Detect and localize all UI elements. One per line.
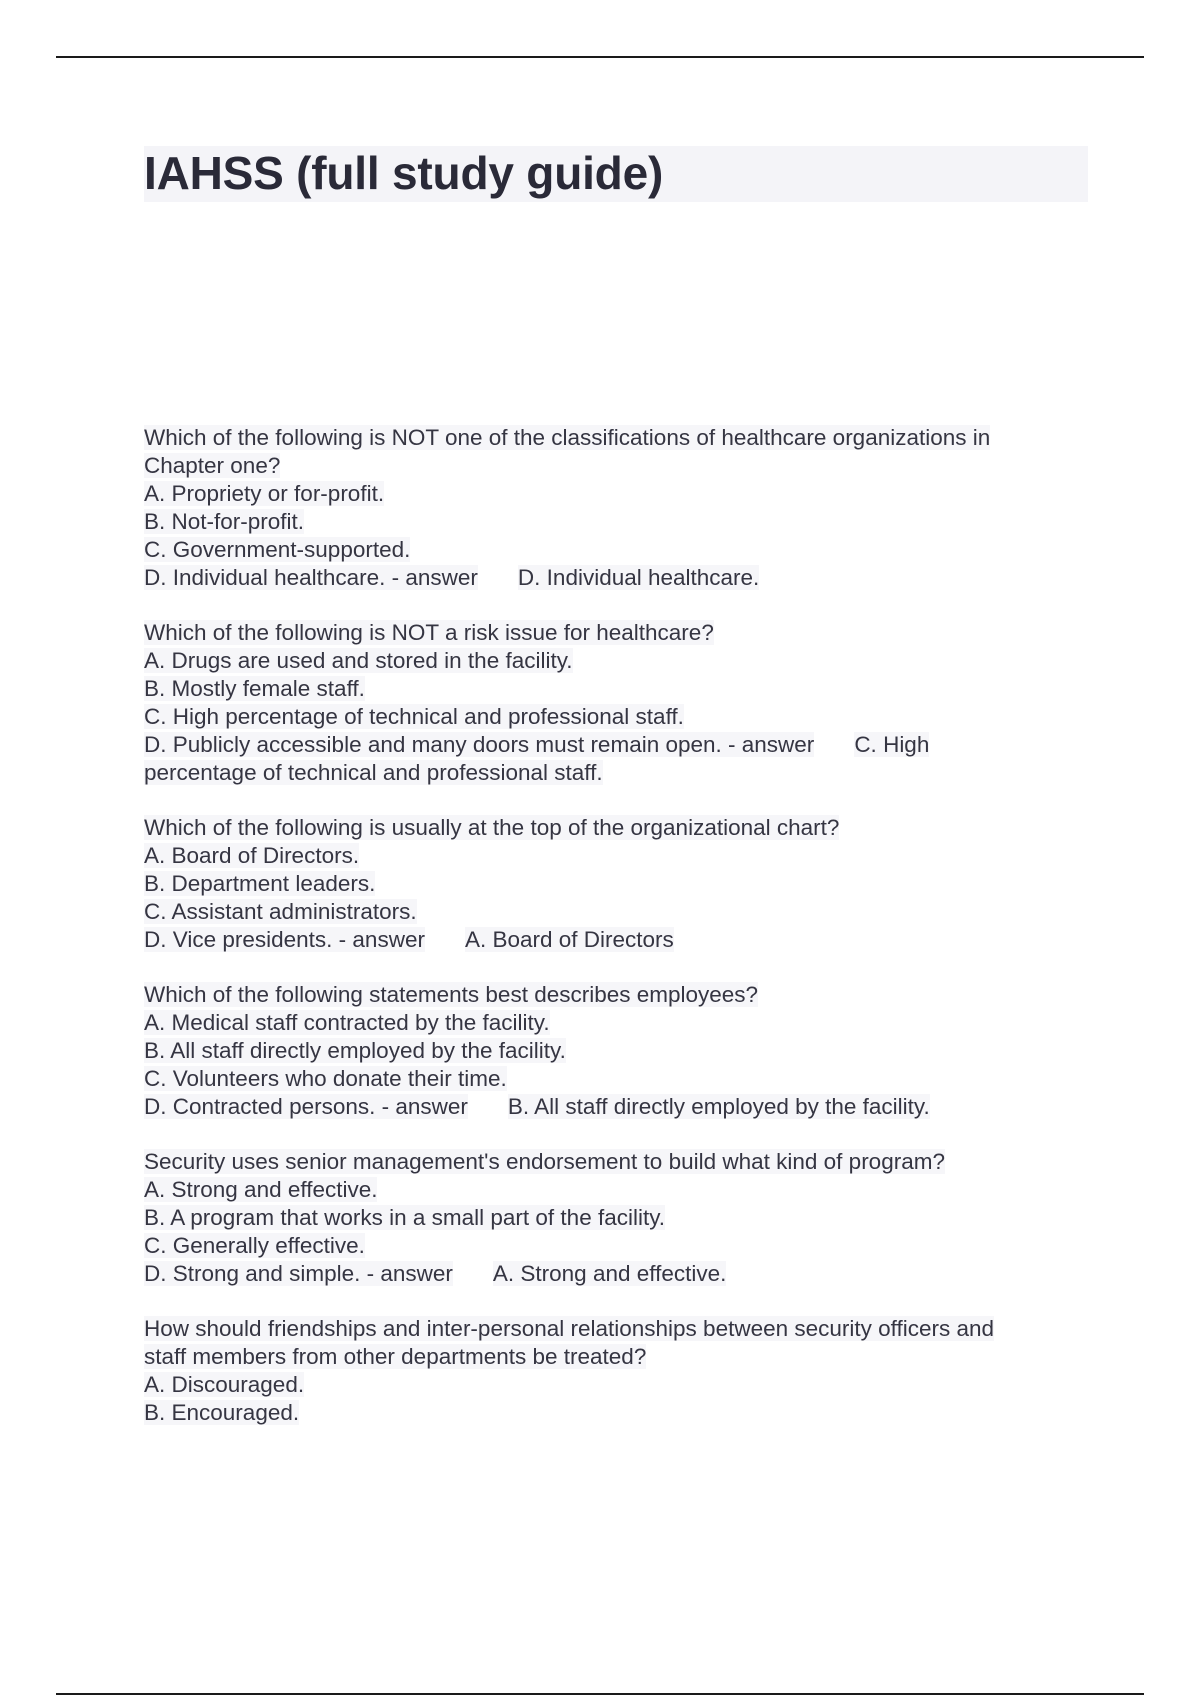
question-block bbox=[144, 1148, 1084, 1288]
option: A. Board of Directors. bbox=[144, 843, 360, 868]
option: A. Propriety or for-profit. bbox=[144, 481, 385, 506]
answer: B. All staff directly employed by the facility. bbox=[507, 1094, 930, 1119]
option: C. Government-supported. bbox=[144, 537, 411, 562]
option: A. Drugs are used and stored in the facility. bbox=[144, 648, 573, 673]
option: B. Mostly female staff. bbox=[144, 676, 365, 701]
question-text: Which of the following is NOT one of the classifications of healthcare organizations in bbox=[144, 425, 991, 450]
option: B. Not-for-profit. bbox=[144, 509, 305, 534]
question-block bbox=[144, 981, 1084, 1121]
answer: D. Individual healthcare. bbox=[517, 565, 760, 590]
question-text: How should friendships and inter-personal relationships between security officers and bbox=[144, 1316, 995, 1341]
option-with-answer: D. Publicly accessible and many doors must remain open. - answer C. High bbox=[144, 732, 930, 757]
question-text: Which of the following is NOT a risk issue for healthcare? bbox=[144, 620, 714, 645]
answer: C. High bbox=[854, 732, 930, 757]
option-with-answer: D. Strong and simple. - answer A. Strong and effective. bbox=[144, 1261, 727, 1286]
option: C. Assistant administrators. bbox=[144, 899, 417, 924]
question-list bbox=[144, 424, 1084, 1454]
answer: A. Strong and effective. bbox=[492, 1261, 727, 1286]
option-with-answer: D. Individual healthcare. - answer D. Individual healthcare. bbox=[144, 565, 760, 590]
question-text: Which of the following statements best describes employees? bbox=[144, 982, 759, 1007]
option: C. Volunteers who donate their time. bbox=[144, 1066, 507, 1091]
question-text: Security uses senior management's endorsement to build what kind of program? bbox=[144, 1149, 945, 1174]
bottom-rule bbox=[56, 1693, 1144, 1695]
answer-continuation: percentage of technical and professional staff. bbox=[144, 760, 603, 785]
top-rule bbox=[56, 56, 1144, 58]
question-text: Chapter one? bbox=[144, 453, 281, 478]
question-block bbox=[144, 814, 1084, 954]
question-text: Which of the following is usually at the top of the organizational chart? bbox=[144, 815, 840, 840]
option: C. Generally effective. bbox=[144, 1233, 365, 1258]
question-block bbox=[144, 424, 1084, 592]
option: C. High percentage of technical and professional staff. bbox=[144, 704, 684, 729]
question-block bbox=[144, 619, 1084, 787]
option: A. Discouraged. bbox=[144, 1372, 305, 1397]
option: B. All staff directly employed by the facility. bbox=[144, 1038, 566, 1063]
option: B. Encouraged. bbox=[144, 1400, 300, 1425]
option: A. Medical staff contracted by the facility. bbox=[144, 1010, 550, 1035]
option: B. A program that works in a small part of the facility. bbox=[144, 1205, 666, 1230]
option: B. Department leaders. bbox=[144, 871, 376, 896]
answer: A. Board of Directors bbox=[464, 927, 674, 952]
option-with-answer: D. Vice presidents. - answer A. Board of Directors bbox=[144, 927, 674, 952]
question-block bbox=[144, 1315, 1084, 1427]
option-with-answer: D. Contracted persons. - answer B. All staff directly employed by the facility. bbox=[144, 1094, 930, 1119]
page-title: IAHSS (full study guide) bbox=[144, 147, 664, 199]
question-text: staff members from other departments be treated? bbox=[144, 1344, 647, 1369]
option: A. Strong and effective. bbox=[144, 1177, 378, 1202]
